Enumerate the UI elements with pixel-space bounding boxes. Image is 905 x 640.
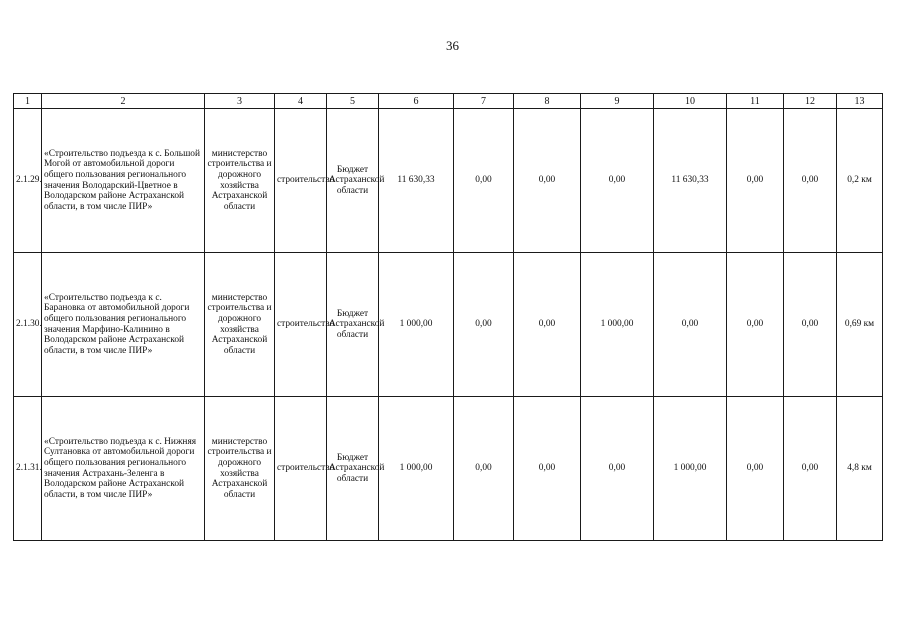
value-col-8: 0,00 [514,397,581,541]
header-col-3: 3 [205,94,275,109]
value-col-6: 11 630,33 [379,109,454,253]
value-col-10: 0,00 [654,253,727,397]
row-number: 2.1.31. [14,397,42,541]
funding-source: Бюджет Астраханской области [327,397,379,541]
table-header [14,94,883,109]
header-col-7: 7 [454,94,514,109]
header-col-8: 8 [514,94,581,109]
row-number: 2.1.29. [14,109,42,253]
header-col-2: 2 [42,94,205,109]
road-length: 4,8 км [837,397,883,541]
header-col-1: 1 [14,94,42,109]
header-col-6: 6 [379,94,454,109]
row-number: 2.1.30. [14,253,42,397]
value-col-11: 0,00 [727,253,784,397]
value-col-9: 0,00 [581,397,654,541]
header-col-9: 9 [581,94,654,109]
executor: министерство строительства и дорожного хозяйства Астраханской области [205,397,275,541]
value-col-11: 0,00 [727,109,784,253]
header-col-13: 13 [837,94,883,109]
executor: министерство строительства и дорожного хозяйства Астраханской области [205,253,275,397]
value-col-12: 0,00 [784,109,837,253]
work-type: строительство [275,109,327,253]
value-col-6: 1 000,00 [379,253,454,397]
value-col-10: 11 630,33 [654,109,727,253]
value-col-7: 0,00 [454,109,514,253]
value-col-6: 1 000,00 [379,397,454,541]
page-number: 36 [446,38,459,53]
table-row [14,397,883,541]
value-col-10: 1 000,00 [654,397,727,541]
funding-source: Бюджет Астраханской области [327,109,379,253]
header-col-4: 4 [275,94,327,109]
work-type: строительство [275,253,327,397]
table-row [14,109,883,253]
value-col-7: 0,00 [454,253,514,397]
header-row [14,94,883,109]
executor: министерство строительства и дорожного хозяйства Астраханской области [205,109,275,253]
header-col-11: 11 [727,94,784,109]
project-name: «Строительство подъезда к с. Большой Могой от автомобильной дороги общего пользования регионального значения Володарский-Цветное в Володарском районе Астраханской области, в том числе ПИР» [42,109,205,253]
table-body [14,109,883,541]
value-col-9: 0,00 [581,109,654,253]
value-col-8: 0,00 [514,253,581,397]
value-col-12: 0,00 [784,253,837,397]
data-table [13,93,883,541]
header-col-12: 12 [784,94,837,109]
header-col-5: 5 [327,94,379,109]
work-type: строительство [275,397,327,541]
project-name: «Строительство подъезда к с. Нижняя Султановка от автомобильной дороги общего пользования регионального значения Астрахань-Зеленга в Володарском районе Астраханской области, в том числе ПИР» [42,397,205,541]
funding-source: Бюджет Астраханской области [327,253,379,397]
value-col-7: 0,00 [454,397,514,541]
value-col-8: 0,00 [514,109,581,253]
road-length: 0,2 км [837,109,883,253]
project-name: «Строительство подъезда к с. Барановка от автомобильной дороги общего пользования регионального значения Марфино-Калинино в Володарском районе Астраханской области, в том числе ПИР» [42,253,205,397]
table-row [14,253,883,397]
value-col-11: 0,00 [727,397,784,541]
value-col-9: 1 000,00 [581,253,654,397]
header-col-10: 10 [654,94,727,109]
road-length: 0,69 км [837,253,883,397]
value-col-12: 0,00 [784,397,837,541]
